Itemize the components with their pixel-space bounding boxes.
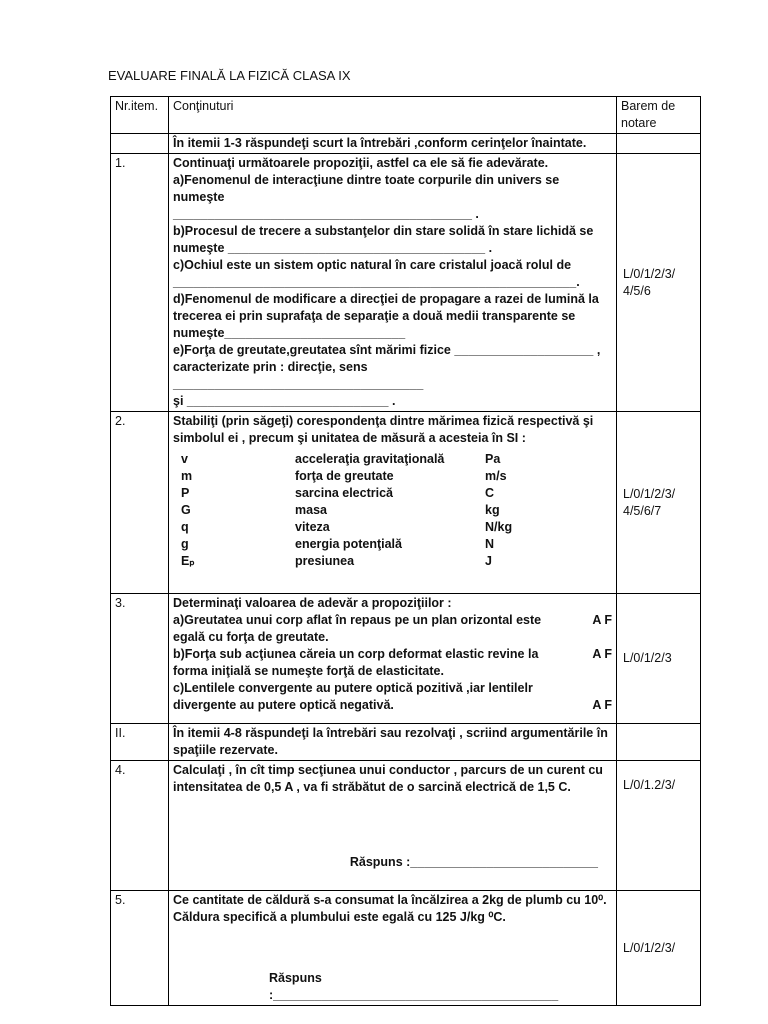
correspondence-row: m forţa de greutate m/s: [181, 469, 507, 483]
section-intro-2-row: [111, 724, 701, 761]
item2-row: [111, 412, 701, 594]
item1-row: [111, 154, 701, 412]
item5-answer[interactable]: Răspuns :_________________________________________: [269, 971, 559, 1002]
item2-content: [169, 412, 617, 594]
item1-line: a)Fenomenul de interacţiune dintre toate corpurile din univers se numeşte: [173, 173, 560, 204]
item1-line: __________________________________________________________.: [173, 275, 580, 289]
true-false-options[interactable]: A F: [592, 647, 612, 661]
item1-grading: L/0/1/2/3/ 4/5/6: [617, 154, 701, 412]
item3-intro: Determinaţi valoarea de adevăr a propoziţiilor :: [173, 596, 452, 610]
correspondence-row: G masa kg: [181, 503, 500, 517]
section-intro-2: În itemii 4-8 răspundeţi la întrebări sau rezolvaţi , scriind argumentările în spaţiile rezervate.: [169, 724, 617, 761]
item3-row: [111, 594, 701, 724]
item1-line: Continuaţi următoarele propoziţii, astfel ca ele să fie adevărate.: [173, 156, 549, 170]
item1-line: e)Forţa de greutate,greutatea sînt mărimi fizice ____________________ ,: [173, 343, 601, 357]
statement-cont: divergente au putere optică negativă. A F: [173, 698, 612, 712]
true-false-options[interactable]: A F: [592, 613, 612, 627]
true-false-options[interactable]: A F: [592, 698, 612, 712]
item5-number: 5.: [111, 891, 169, 1006]
item2-number: 2.: [111, 412, 169, 594]
item4-text: Calculaţi , în cît timp secţiunea unui conductor , parcurs de un curent cu intensitatea de 0,5 A , va fi străbătut de o sarcină electrică de 1,5 C.: [173, 763, 603, 794]
item5-line: Căldura specifică a plumbului este egală cu 125 J/kg ⁰C.: [173, 910, 506, 924]
header-grading: Barem de notare: [617, 97, 701, 134]
item4-grading: L/0/1.2/3/: [617, 761, 701, 891]
evaluation-table: [110, 96, 701, 1006]
item2-grading: L/0/1/2/3/ 4/5/6/7: [617, 412, 701, 594]
correspondence-row: P sarcina electrică C: [181, 486, 495, 500]
item5-content: [169, 891, 617, 1006]
item4-row: [111, 761, 701, 891]
item1-line: trecerea ei prin suprafaţa de separaţie a două medii transparente se: [173, 309, 576, 323]
item4-answer[interactable]: Răspuns :___________________________: [349, 855, 598, 869]
item1-line: numeşte _____________________________________ .: [173, 241, 493, 255]
item1-line: b)Procesul de trecere a substanţelor din stare solidă în stare lichidă se: [173, 224, 594, 238]
item5-row: [111, 891, 701, 1006]
section-intro-1: În itemii 1-3 răspundeţi scurt la întrebări ,conform cerinţelor înaintate.: [169, 134, 617, 154]
section-2-number: II.: [111, 724, 169, 761]
statement: b)Forţa sub acţiunea căreia un corp deformat elastic revine la A F: [173, 647, 612, 661]
item1-number: 1.: [111, 154, 169, 412]
statement: c)Lentilele convergente au putere optică pozitivă ,iar lentilelr: [173, 681, 533, 695]
correspondence-row: q viteza N/kg: [181, 520, 513, 534]
statement-cont: egală cu forţa de greutate.: [173, 630, 329, 644]
correspondence-row: g energia potenţială N: [181, 537, 495, 551]
header-item: Nr.item.: [111, 97, 169, 134]
correspondence-row: v acceleraţia gravitaţională Pa: [181, 452, 501, 466]
item4-content: [169, 761, 617, 891]
item1-line: caracterizate prin : direcţie, sens ____________________________________: [173, 360, 424, 391]
statement-cont: forma iniţială se numeşte forţă de elasticitate.: [173, 664, 444, 678]
item1-line: c)Ochiul este un sistem optic natural în care cristalul joacă rolul de: [173, 258, 572, 272]
item5-line: Ce cantitate de căldură s-a consumat la încălzirea a 2kg de plumb cu 10⁰.: [173, 893, 607, 907]
item1-content: [169, 154, 617, 412]
item5-grading: L/0/1/2/3/: [617, 891, 701, 1006]
item1-line: ___________________________________________ .: [173, 207, 479, 221]
item3-number: 3.: [111, 594, 169, 724]
header-row: [111, 97, 701, 134]
header-content: Conţinuturi: [169, 97, 617, 134]
item1-line: d)Fenomenul de modificare a direcţiei de propagare a razei de lumină la: [173, 292, 599, 306]
item1-line: şi _____________________________ .: [173, 394, 396, 408]
correspondence-table: [181, 451, 565, 570]
item2-line: simbolul ei , precum şi unitatea de măsură a acesteia în SI :: [173, 431, 526, 445]
item4-number: 4.: [111, 761, 169, 891]
item1-line: numeşte__________________________: [173, 326, 406, 340]
item3-content: [169, 594, 617, 724]
statement: a)Greutatea unui corp aflat în repaus pe un plan orizontal este A F: [173, 613, 612, 627]
document-title: EVALUARE FINALĂ LA FIZICĂ CLASA IX: [108, 68, 351, 83]
section-intro-1-row: [111, 134, 701, 154]
correspondence-row: Eₚ presiunea J: [181, 554, 492, 568]
item2-line: Stabiliţi (prin săgeţi) corespondenţa dintre mărimea fizică respectivă şi: [173, 414, 594, 428]
item3-grading: L/0/1/2/3: [617, 594, 701, 724]
